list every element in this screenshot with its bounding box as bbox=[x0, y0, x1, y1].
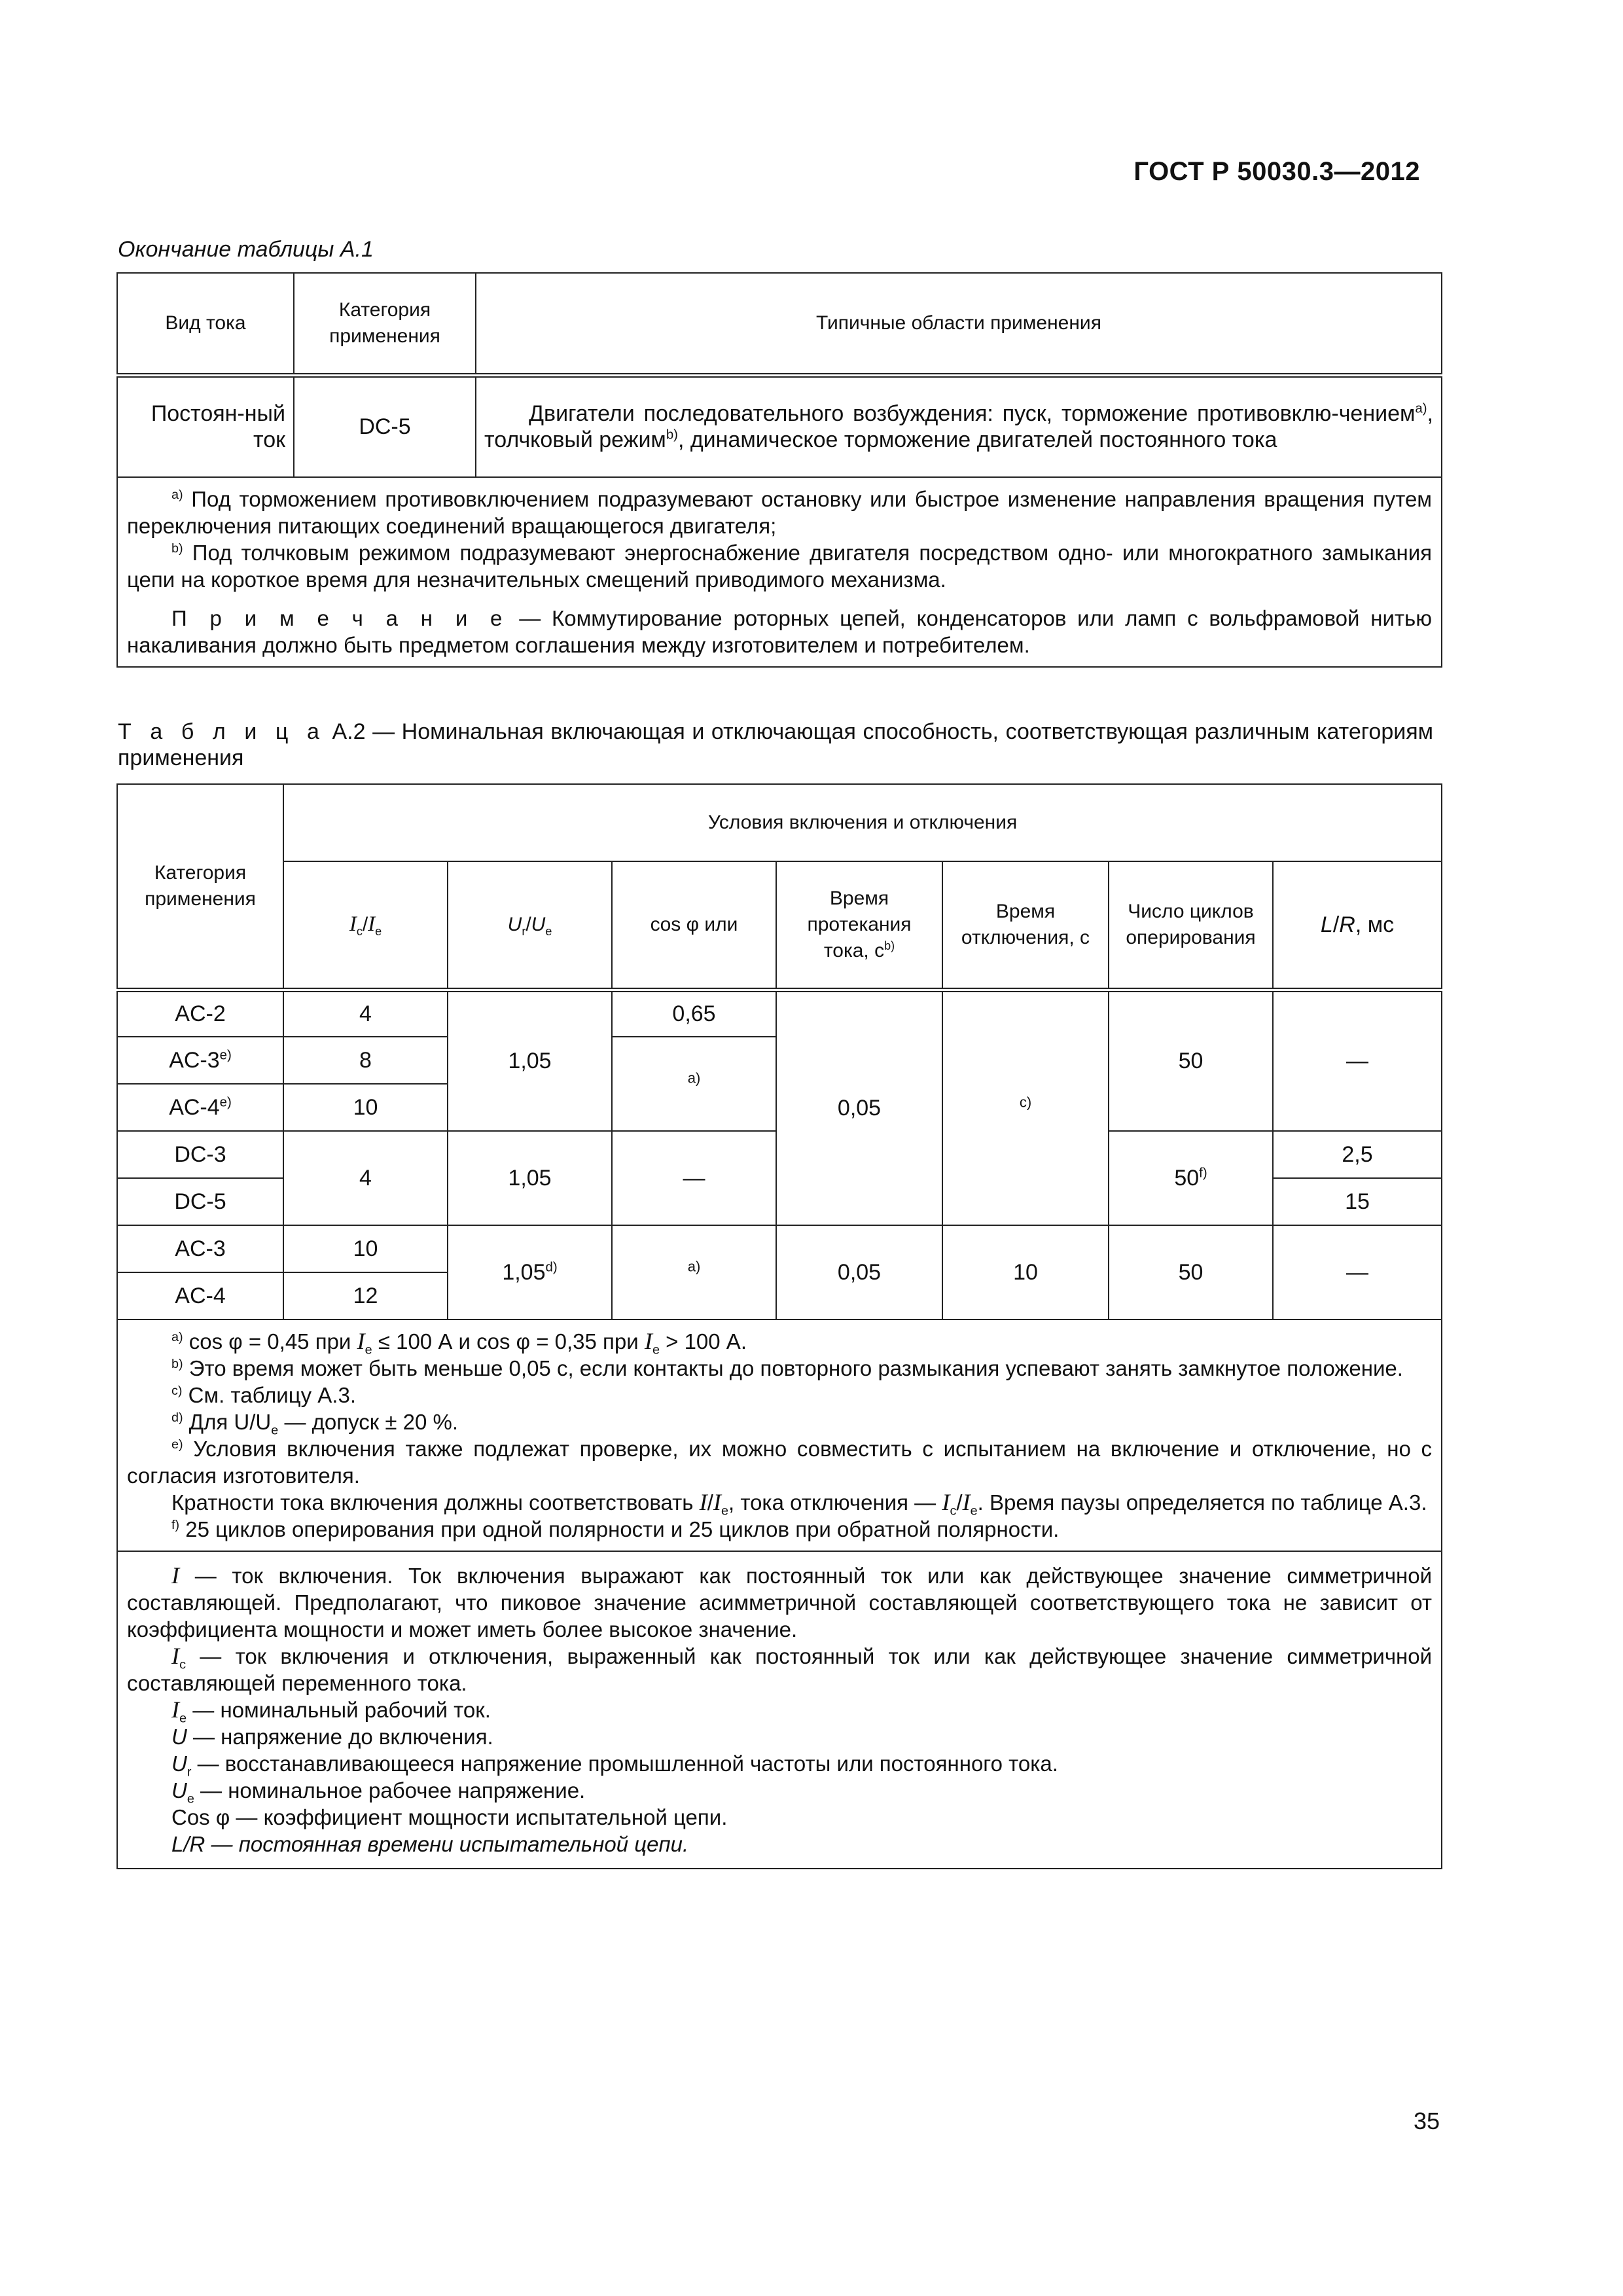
legend-ue: — номинальное рабочее напряжение. bbox=[200, 1778, 586, 1803]
row-ac4e-category-text: AC-4 bbox=[169, 1095, 220, 1120]
group3-ur-text: 1,05 bbox=[502, 1260, 546, 1285]
header-flow-time: Время протекания тока, $с^{b)}$ bbox=[776, 861, 942, 990]
row-ac3-category: AC-3 bbox=[117, 1225, 283, 1272]
group1-ur: 1,05 bbox=[448, 990, 612, 1131]
applications-part-c: , динамическое торможение двигателей постоянного тока bbox=[677, 427, 1277, 453]
col-header-applications: Типичные области применения bbox=[476, 273, 1442, 375]
table-a1 bbox=[116, 272, 1442, 668]
row-dc3-lr: 2,5 bbox=[1273, 1131, 1442, 1178]
header-category: Категория применения bbox=[117, 784, 283, 990]
header-cycles: Число циклов оперирования bbox=[1109, 861, 1273, 990]
footnote-mult-1: Кратности тока включения должны соответствовать bbox=[171, 1490, 694, 1515]
row-ac4-ic: 12 bbox=[283, 1272, 448, 1319]
group3-ur: 1,05$^{d)}$ bbox=[448, 1225, 612, 1319]
legend-lr: L/R — постоянная времени испытательной цепи. bbox=[171, 1832, 689, 1856]
group3-lr: — bbox=[1273, 1225, 1442, 1319]
group1-off-ref: c) bbox=[1019, 1094, 1032, 1111]
footnote-a2-a-2: ≤ 100 А и cos φ = 0,35 при bbox=[378, 1329, 639, 1354]
group1-time: 0,05 bbox=[776, 990, 942, 1225]
group1-off bbox=[942, 990, 1109, 1225]
row-dc5-lr: 15 bbox=[1273, 1178, 1442, 1225]
row-ac4-category: AC-4 bbox=[117, 1272, 283, 1319]
row-ac2-cos: 0,65 bbox=[612, 990, 776, 1037]
group3-off: 10 bbox=[942, 1225, 1109, 1319]
row-ac4e-category: AC-4$^{e)}$ bbox=[117, 1084, 283, 1131]
header-lr: L/R, мс bbox=[1273, 861, 1442, 990]
legend-u: — напряжение до включения. bbox=[193, 1725, 493, 1749]
footnote-mult-3: . Время паузы определяется по таблице А.3. bbox=[977, 1490, 1427, 1515]
note-text: — Коммутирование роторных цепей, конденсаторов или ламп с вольфрамовой нитью накаливания должно быть предметом соглашения между изготовителем и потребителем. bbox=[127, 606, 1432, 657]
col-header-current-type: Вид тока bbox=[117, 273, 294, 375]
legend-i: — ток включения. Ток включения выражают как постоянный ток или как действующее значение симметричной составляющей. Предполагают, что пиковое значение асимметричной составляющей соответствующего тока не зависит от коэффициента мощности и может иметь более высокое значение. bbox=[127, 1564, 1433, 1641]
table-a1-notes: $^{a)}$ Под торможением противовключением подразумевают остановку или быстрое изменение направления вращения путем переключения питающих соединений вращающегося двигателя; $^{b)}$ Под толчковым режимом подразумевают энергоснабжение двигателя посредством одно- или многократного замыкания цепи на короткое время для незначительных смещений приводимого механизма. П р и м е ч а н и е — Коммутирование роторных цепей, конденсаторов или ламп с вольфрамовой нитью накаливания должно быть предметом соглашения между изготовителем и потребителем. bbox=[117, 477, 1442, 667]
header-ic-ie: $I_c/I_e$ bbox=[283, 861, 448, 990]
table-a2 bbox=[116, 783, 1442, 1869]
table-a1-continuation: Окончание таблицы А.1 bbox=[118, 237, 374, 262]
group1-cos-ref: a) bbox=[687, 1069, 701, 1086]
cell-applications: Двигатели последовательного возбуждения: пуск, торможение противовклю-чением$^{a)}$, толчковый режим$^{b)}$, динамическое торможение двигателей постоянного тока bbox=[476, 375, 1442, 477]
row-ac3-ic: 10 bbox=[283, 1225, 448, 1272]
group1-lr: — bbox=[1273, 990, 1442, 1131]
footnote-a2-e: Условия включения также подлежат проверке, их можно совместить с испытанием на включение и отключение, но с согласия изготовителя. bbox=[127, 1437, 1433, 1488]
group3-cycles: 50 bbox=[1109, 1225, 1273, 1319]
table-a2-caption-text: А.2 — Номинальная включающая и отключающая способность, соответствующая различным категориям применения bbox=[118, 719, 1434, 770]
page-number: 35 bbox=[1413, 2108, 1440, 2134]
row-ac2-category: AC-2 bbox=[117, 990, 283, 1037]
footnote-a1-a: Под торможением противовключением подразумевают остановку или быстрое изменение направления вращения путем переключения питающих соединений вращающегося двигателя; bbox=[127, 487, 1432, 538]
group2-ic: 4 bbox=[283, 1131, 448, 1225]
table-a2-legend: I — ток включения. Ток включения выражают как постоянный ток или как действующее значение симметричной составляющей. Предполагают, что пиковое значение асимметричной составляющей соответствующего тока не зависит от коэффициента мощности и может иметь более высокое значение. $I_c$ — ток включения и отключения, выраженный как постоянный ток или как действующее значение симметричной составляющей переменного тока. $I_e$ — номинальный рабочий ток. U — напряжение до включения. $U_r$ — восстанавливающееся напряжение промышленной частоты или постоянного тока. $U_e$ — номинальное рабочее напряжение. Cos φ — коэффициент мощности испытательной цепи. L/R — постоянная времени испытательной цепи. bbox=[117, 1551, 1442, 1869]
footnote-a2-c: См. таблицу А.3. bbox=[188, 1383, 356, 1407]
header-ur-ue: $U_r/U_e$ bbox=[448, 861, 612, 990]
header-flow-time-text: Время протекания тока, с bbox=[807, 887, 912, 961]
row-ac4e-ic: 10 bbox=[283, 1084, 448, 1131]
group1-cos bbox=[612, 1037, 776, 1131]
row-ac3e-category-text: AC-3 bbox=[169, 1048, 220, 1073]
footnote-a2-a-3: > 100 А. bbox=[666, 1329, 747, 1354]
footnote-mult-2: , тока отключения — bbox=[728, 1490, 936, 1515]
row-ac3e-category: AC-3$^{e)}$ bbox=[117, 1037, 283, 1084]
group2-cycles-text: 50 bbox=[1174, 1166, 1200, 1191]
group1-cycles: 50 bbox=[1109, 990, 1273, 1131]
row-dc3-category: DC-3 bbox=[117, 1131, 283, 1178]
header-off-time: Время отключения, с bbox=[942, 861, 1109, 990]
footnote-a2-d-2: — допуск ± 20 %. bbox=[284, 1410, 458, 1434]
row-dc5-category: DC-5 bbox=[117, 1178, 283, 1225]
document-code: ГОСТ Р 50030.3—2012 bbox=[1133, 157, 1420, 186]
group3-cos-ref: a) bbox=[687, 1258, 701, 1275]
footnote-a2-d-1: Для U/U bbox=[188, 1410, 272, 1434]
row-ac2-ic: 4 bbox=[283, 990, 448, 1037]
applications-part-a: Двигатели последовательного возбуждения: пуск, торможение противовклю-чением bbox=[529, 401, 1416, 427]
row-ac3e-ic: 8 bbox=[283, 1037, 448, 1084]
table-a2-caption-label: Т а б л и ц а bbox=[118, 719, 325, 744]
footnote-a2-a-1: cos φ = 0,45 при bbox=[188, 1329, 351, 1354]
group2-cos: — bbox=[612, 1131, 776, 1225]
table-a2-footnotes: $^{a)}$ cos φ = 0,45 при $I_e \le 100$ А и cos φ = 0,35 при $I_e > 100$ А. $^{b)}$ Это время может быть меньше 0,05 с, если контакты до повторного размыкания успевают занять замкнутое положение. $^{c)}$ См. таблицу А.3. $^{d)}$ Для $U/U_e$ — допуск ± 20 %. $^{e)}$ Условия включения также подлежат проверке, их можно совместить с испытанием на включение и отключение, но с согласия изготовителя. Кратности тока включения должны соответствовать $I/I_e$, тока отключения — $I_c/I_e$. Время паузы определяется по таблице А.3. $^{f)}$ 25 циклов оперирования при одной полярности и 25 циклов при обратной полярности. bbox=[117, 1319, 1442, 1551]
group3-time: 0,05 bbox=[776, 1225, 942, 1319]
footnote-a2-f: 25 циклов оперирования при одной полярности и 25 циклов при обратной полярности. bbox=[185, 1517, 1060, 1541]
footnote-a2-b: Это время может быть меньше 0,05 с, если контакты до повторного размыкания успевают занять замкнутое положение. bbox=[188, 1356, 1403, 1380]
group2-cycles: 50$^{f)}$ bbox=[1109, 1131, 1273, 1225]
group3-cos bbox=[612, 1225, 776, 1319]
note-label: П р и м е ч а н и е bbox=[171, 606, 508, 630]
legend-ur: — восстанавливающееся напряжение промышленной частоты или постоянного тока. bbox=[197, 1751, 1058, 1776]
legend-ie: — номинальный рабочий ток. bbox=[192, 1698, 491, 1722]
group2-ur: 1,05 bbox=[448, 1131, 612, 1225]
legend-cos: Cos φ — коэффициент мощности испытательной цепи. bbox=[171, 1805, 728, 1829]
header-conditions: Условия включения и отключения bbox=[283, 784, 1442, 861]
applications-part-b: , толчковый режим bbox=[484, 401, 1433, 453]
cell-category: DC-5 bbox=[294, 375, 476, 477]
legend-ic: — ток включения и отключения, выраженный как постоянный ток или как действующее значение симметричной составляющей переменного тока. bbox=[127, 1644, 1433, 1695]
col-header-category: Категория применения bbox=[294, 273, 476, 375]
header-cos: cos φ или bbox=[612, 861, 776, 990]
footnote-a1-b: Под толчковым режимом подразумевают энергоснабжение двигателя посредством одно- или многократного замыкания цепи на короткое время для незначительных смещений приводимого механизма. bbox=[127, 541, 1432, 592]
table-a2-caption bbox=[118, 719, 1433, 771]
cell-current-type: Постоян-ный ток bbox=[117, 375, 294, 477]
